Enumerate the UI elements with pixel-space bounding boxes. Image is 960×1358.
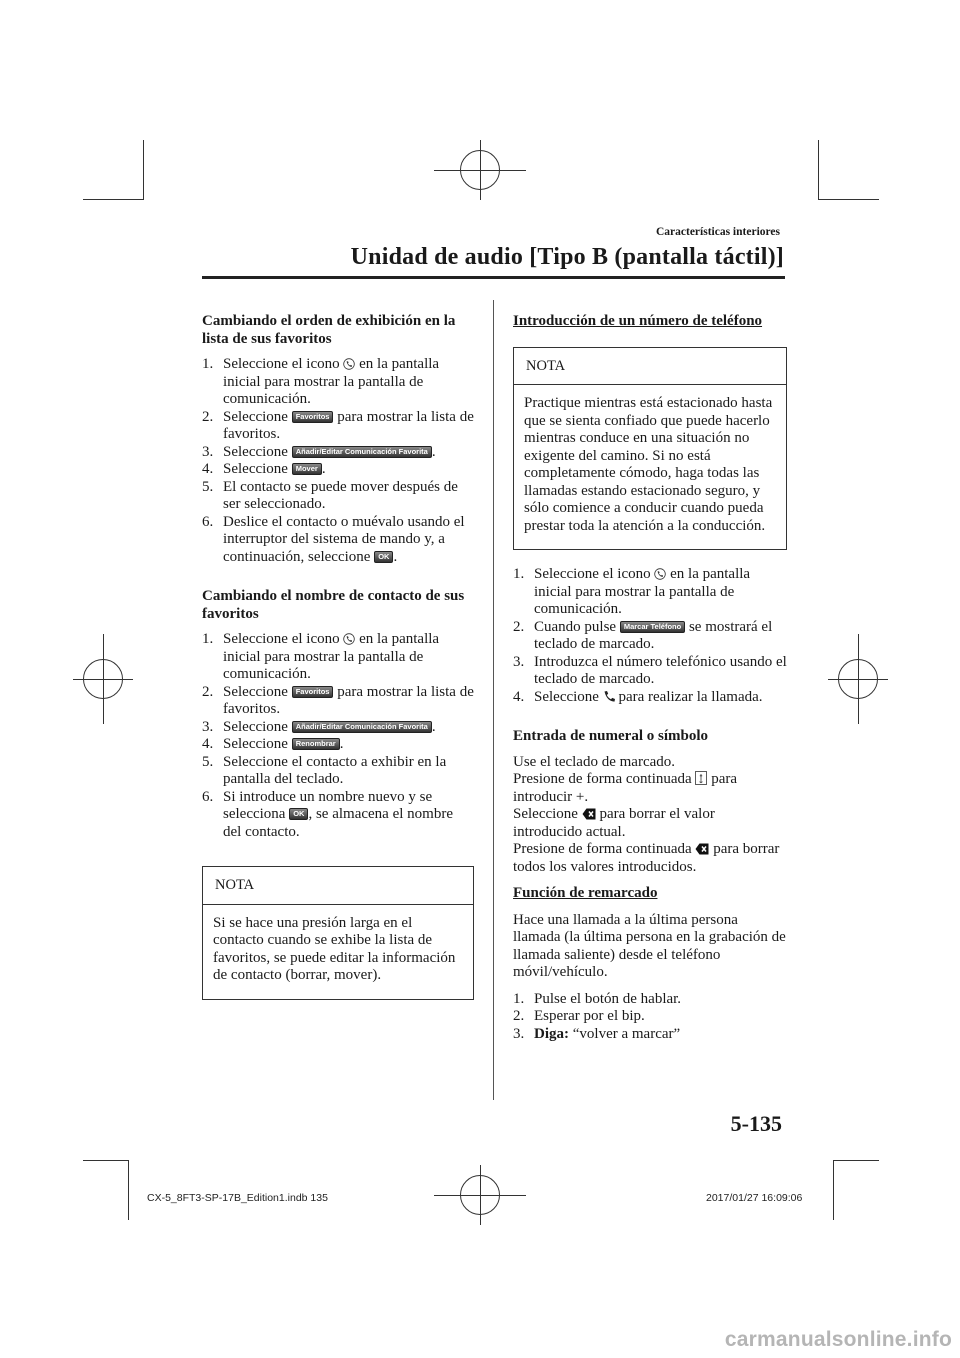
heading-phone-number: Introducción de un número de teléfono: [513, 313, 763, 329]
steps-phone-number: [513, 566, 787, 706]
list-item: 2. Seleccione Favoritos para mostrar la lista de favoritos.: [202, 408, 474, 442]
list-item: 3. Diga: “volver a marcar”: [513, 1025, 681, 1042]
list-item: 1. Seleccione el icono en la pantalla inicial para mostrar la pantalla de comunicación.: [202, 631, 440, 682]
communication-icon: [654, 568, 666, 580]
list-item: 1. Pulse el botón de hablar.: [513, 990, 682, 1007]
favoritos-button: Favoritos: [292, 411, 334, 423]
left-column: [202, 313, 474, 1000]
list-item: 5. Seleccione el contacto a exhibir en la pantalla del teclado.: [202, 753, 447, 787]
list-item: 6. Si introduce un nombre nuevo y se selecciona OK , se almacena el nombre del contacto.: [202, 788, 453, 840]
footer-file: CX-5_8FT3-SP-17B_Edition1.indb 135: [147, 1192, 328, 1204]
renombrar-button: Renombrar: [292, 738, 340, 750]
list-item: 1. Seleccione el icono en la pantalla inicial para mostrar la pantalla de comunicación.: [202, 356, 440, 407]
note-title: NOTA: [514, 348, 786, 386]
page-title: Unidad de audio [Tipo B (pantalla táctil)]: [350, 244, 784, 270]
communication-icon: [343, 633, 355, 645]
list-item: 3. Seleccione Añadir/Editar Comunicación Favorita .: [202, 443, 436, 460]
ok-button: OK: [289, 808, 308, 820]
list-item: 5. El contacto se puede mover después de ser seleccionado.: [202, 478, 458, 512]
list-item: 4. Seleccione Renombrar .: [202, 736, 344, 752]
note-title: NOTA: [203, 867, 473, 905]
heading-redial: Función de remarcado: [513, 885, 658, 901]
heading-numeral-symbol: Entrada de numeral o símbolo: [513, 728, 709, 744]
mover-button: Mover: [292, 463, 322, 475]
list-item: 2. Seleccione Favoritos para mostrar la lista de favoritos.: [202, 683, 474, 717]
list-item: 6. Deslice el contacto o muévalo usando el interruptor del sistema de mando y, a continuación, seleccione OK .: [202, 513, 465, 565]
steps-rename-favorites: [202, 631, 474, 841]
delete-key-icon: [695, 843, 709, 855]
section-label: Características interiores: [655, 226, 780, 238]
steps-redial: [513, 991, 787, 1044]
list-item: 1. Seleccione el icono en la pantalla inicial para mostrar la pantalla de comunicación.: [513, 566, 751, 617]
list-item: 3. Seleccione Añadir/Editar Comunicación Favorita .: [202, 718, 436, 735]
steps-reorder-favorites: [202, 356, 474, 566]
header-rule: [202, 276, 785, 279]
right-column: [513, 313, 787, 1043]
heading-rename-favorites: Cambiando el nombre de contacto de sus favoritos: [202, 588, 465, 622]
favoritos-button: Favoritos: [292, 686, 334, 698]
redial-text: Hace una llamada a la última persona llamada (la última persona en la grabación de llamada saliente) desde el teléfono móvil/vehículo.: [513, 911, 786, 980]
watermark: carmanualsonline.info: [724, 1328, 952, 1351]
list-item: 4. Seleccione Mover .: [202, 461, 326, 477]
add-edit-favorite-button: Añadir/Editar Comunicación Favorita: [292, 446, 432, 458]
numeral-symbol-text: Use el teclado de marcado. Presione de forma continuada para introducir +. Seleccione para borrar el valor introducido actual. Presione de forma continuada para borrar todos los valores introducidos.: [513, 753, 780, 875]
page-number: 5-135: [730, 1111, 782, 1136]
list-item: 3. Introduzca el número telefónico usando el teclado de marcado.: [513, 653, 787, 687]
column-divider: [493, 300, 494, 1100]
ok-button: OK: [374, 551, 393, 563]
communication-icon: [343, 358, 355, 370]
note-text: Practique mientras está estacionado hasta que se sienta confiado que puede hacerlo mientras conduce en una situación no exigente del camino. Si no está completamente cómodo, haga todas las llamadas estando estacionado seguro, y sólo comience a conducir cuando pueda prestar toda la atención a la conducción.: [524, 395, 773, 534]
delete-key-icon: [582, 808, 596, 820]
footer-date: 2017/01/27 16:09:06: [706, 1192, 803, 1204]
marcar-telefono-button: Marcar Teléfono: [620, 621, 685, 633]
heading-reorder-favorites: Cambiando el orden de exhibición en la lista de sus favoritos: [202, 313, 456, 347]
note-box: [202, 866, 474, 1000]
list-item: 4. Seleccione para realizar la llamada.: [513, 688, 763, 705]
add-edit-favorite-button: Añadir/Editar Comunicación Favorita: [292, 721, 432, 733]
note-text: Si se hace una presión larga en el contacto cuando se exhibe la lista de favoritos, se puede editar la información de contacto (borrar, mover).: [213, 914, 456, 983]
plus-zero-key-icon: [695, 771, 707, 785]
note-box: [513, 347, 787, 551]
list-item: 2. Cuando pulse Marcar Teléfono se mostrará el teclado de marcado.: [513, 618, 773, 652]
phone-call-icon: [603, 690, 615, 703]
list-item: 2. Esperar por el bip.: [513, 1008, 645, 1024]
